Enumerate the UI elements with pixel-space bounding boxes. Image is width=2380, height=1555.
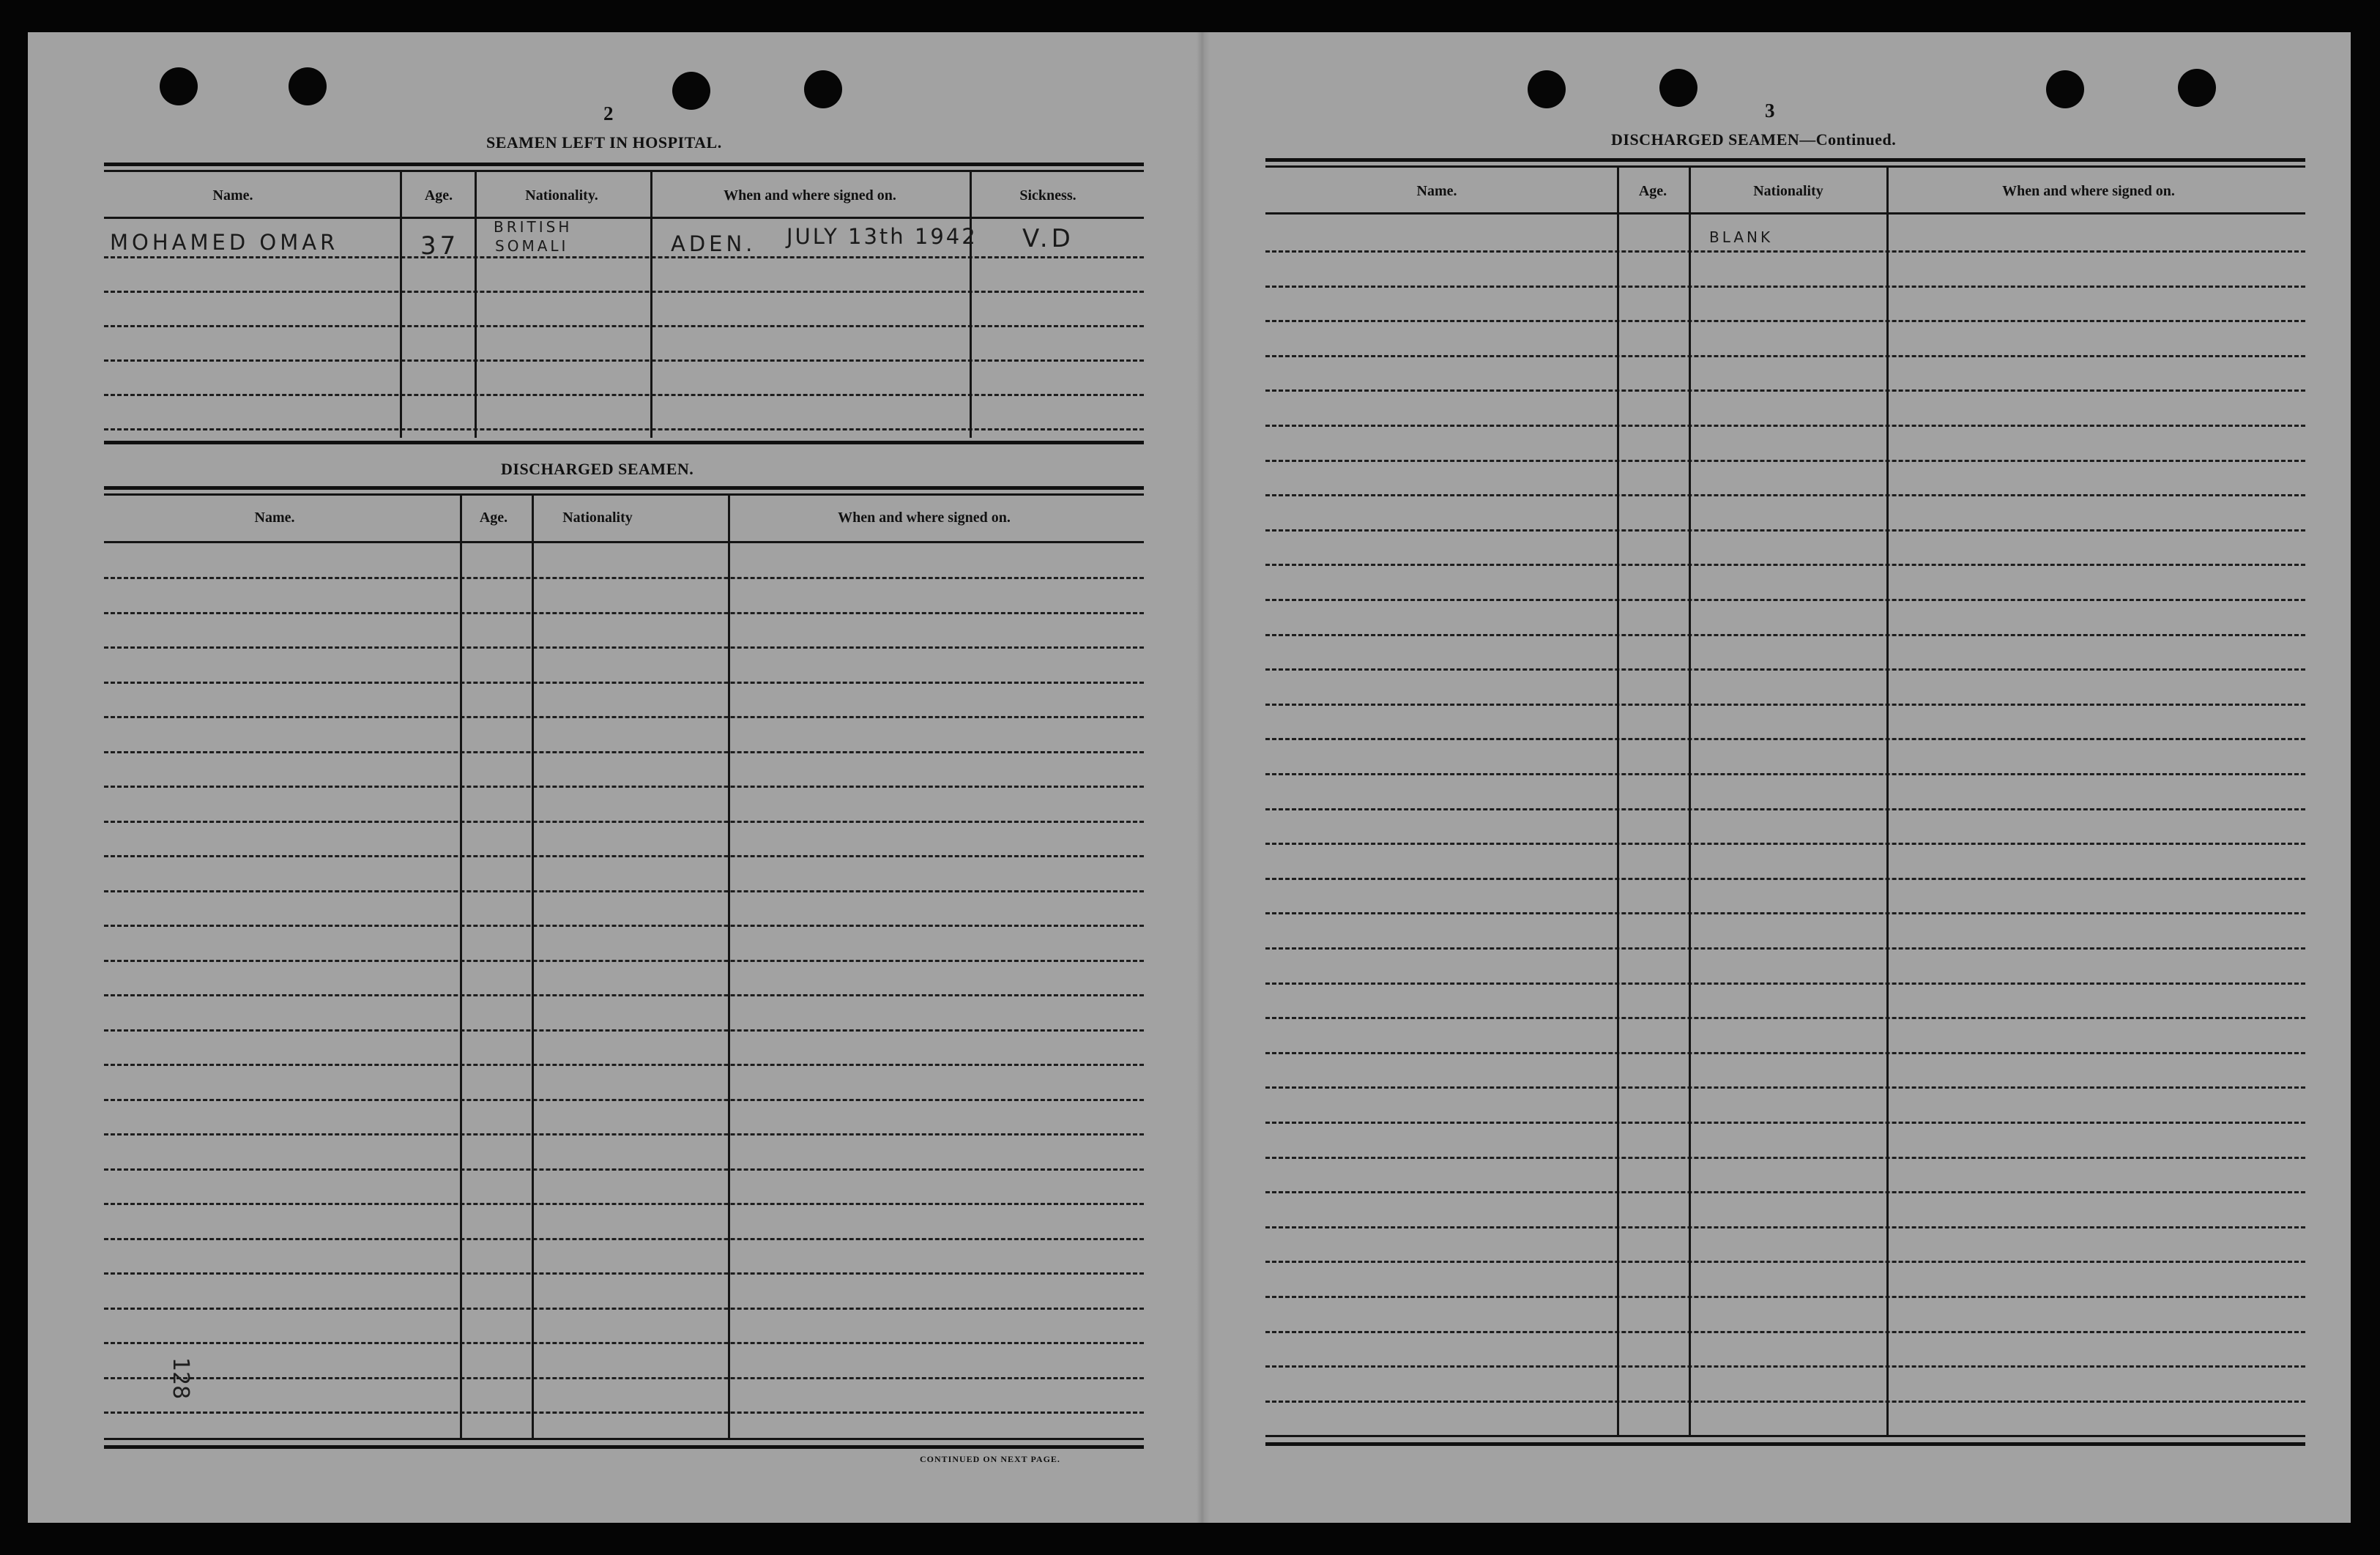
ruled-line xyxy=(104,1168,1144,1171)
ruled-line xyxy=(1265,494,2305,496)
ruled-line xyxy=(1265,878,2305,880)
column-header-signed-on: When and where signed on. xyxy=(2002,183,2175,199)
punch-hole xyxy=(804,70,842,108)
ruled-line xyxy=(1265,320,2305,322)
column-header-name: Name. xyxy=(254,510,295,526)
ruled-line xyxy=(104,682,1144,684)
punch-hole xyxy=(1659,69,1697,107)
ruled-line xyxy=(1265,1052,2305,1054)
column-divider xyxy=(475,170,477,438)
seaman-nationality-line2: SOMALI xyxy=(495,237,569,255)
ruled-line xyxy=(104,394,1144,396)
sickness-value: V.D xyxy=(1022,224,1074,253)
margin-note: 128 xyxy=(168,1357,193,1400)
ruled-line xyxy=(104,821,1144,823)
ruled-line xyxy=(1265,599,2305,601)
ruled-line xyxy=(1265,355,2305,357)
ruled-line xyxy=(1265,668,2305,671)
ruled-line xyxy=(104,1342,1144,1344)
ruled-line xyxy=(104,751,1144,753)
ruled-line xyxy=(104,960,1144,962)
ruled-line xyxy=(104,855,1144,857)
punch-hole xyxy=(672,72,710,110)
ruled-line xyxy=(1265,808,2305,810)
ruled-line xyxy=(1265,1401,2305,1403)
ruled-line xyxy=(1265,1226,2305,1228)
column-divider xyxy=(650,170,652,438)
ruled-line xyxy=(104,1064,1144,1066)
ruled-line xyxy=(104,325,1144,327)
ruled-line xyxy=(1265,773,2305,775)
hospital-section-title: SEAMEN LEFT IN HOSPITAL. xyxy=(486,133,722,152)
ruled-line xyxy=(1265,843,2305,845)
punch-hole xyxy=(2178,69,2216,107)
ruled-line xyxy=(104,1029,1144,1032)
signed-on-place: ADEN. xyxy=(671,231,756,256)
continued-note: CONTINUED ON NEXT PAGE. xyxy=(920,1454,1060,1464)
ruled-line xyxy=(104,646,1144,649)
seaman-age: 37 xyxy=(420,231,460,261)
page-number: 2 xyxy=(603,102,614,124)
ruled-line xyxy=(1265,982,2305,985)
ruled-line xyxy=(1265,250,2305,253)
ruled-line xyxy=(104,1203,1144,1205)
ruled-line xyxy=(104,428,1144,430)
column-header-signed-on: When and where signed on. xyxy=(838,510,1011,526)
ruled-line xyxy=(104,577,1144,579)
ruled-line xyxy=(104,256,1144,258)
column-header-name: Name. xyxy=(1416,183,1457,199)
ruled-line xyxy=(104,291,1144,293)
page-fold xyxy=(1197,32,1210,1523)
ruled-line xyxy=(104,1272,1144,1275)
ruled-line xyxy=(1265,704,2305,706)
document-sheet xyxy=(28,32,2351,1523)
discharged-continued-title: DISCHARGED SEAMEN—Continued. xyxy=(1611,130,1897,149)
ruled-line xyxy=(1265,1261,2305,1263)
column-divider xyxy=(400,170,402,438)
discharged-section-title: DISCHARGED SEAMEN. xyxy=(501,460,694,478)
entry-nationality: BLANK xyxy=(1709,228,1774,246)
ruled-line xyxy=(1265,912,2305,914)
column-divider xyxy=(1617,165,1619,1435)
ruled-line xyxy=(104,925,1144,927)
column-divider xyxy=(728,493,730,1438)
ruled-line xyxy=(1265,1086,2305,1089)
ruled-line xyxy=(104,1099,1144,1101)
column-divider xyxy=(532,493,534,1438)
ruled-line xyxy=(104,612,1144,614)
ruled-line xyxy=(104,994,1144,996)
column-header-nationality: Nationality. xyxy=(525,187,598,204)
ruled-line xyxy=(1265,564,2305,566)
ruled-line xyxy=(1265,460,2305,462)
ruled-line xyxy=(104,890,1144,892)
ruled-line xyxy=(1265,947,2305,950)
ruled-line xyxy=(1265,1157,2305,1159)
signed-on-date: JULY 13th 1942 xyxy=(786,224,978,249)
punch-hole xyxy=(2046,70,2084,108)
column-divider xyxy=(1689,165,1691,1435)
ruled-line xyxy=(104,1377,1144,1379)
ruled-line xyxy=(1265,738,2305,740)
seaman-name: MOHAMED OMAR xyxy=(110,230,339,255)
column-divider xyxy=(1886,165,1889,1435)
ruled-line xyxy=(1265,389,2305,392)
ruled-line xyxy=(104,786,1144,788)
seaman-nationality-line1: BRITISH xyxy=(494,218,573,236)
ruled-line xyxy=(1265,634,2305,636)
column-header-name: Name. xyxy=(212,187,253,204)
column-header-age: Age. xyxy=(479,510,508,526)
column-header-signed-on: When and where signed on. xyxy=(724,187,896,204)
ruled-line xyxy=(104,1238,1144,1240)
column-header-nationality: Nationality xyxy=(1753,183,1823,199)
punch-hole xyxy=(289,67,327,105)
column-header-nationality: Nationality xyxy=(562,510,633,526)
page-number: 3 xyxy=(1765,100,1775,122)
column-divider xyxy=(460,493,462,1438)
ruled-line xyxy=(104,716,1144,718)
ruled-line xyxy=(104,1133,1144,1136)
ruled-line xyxy=(1265,1331,2305,1333)
column-header-age: Age. xyxy=(1638,183,1667,199)
column-header-age: Age. xyxy=(424,187,453,204)
ruled-line xyxy=(104,1308,1144,1310)
ruled-line xyxy=(1265,1296,2305,1298)
ruled-line xyxy=(1265,425,2305,427)
ruled-line xyxy=(1265,1191,2305,1193)
column-header-sickness: Sickness. xyxy=(1019,187,1076,204)
column-divider xyxy=(970,170,972,438)
ruled-line xyxy=(1265,1017,2305,1019)
ruled-line xyxy=(1265,1365,2305,1368)
ruled-line xyxy=(1265,286,2305,288)
punch-hole xyxy=(160,67,198,105)
punch-hole xyxy=(1528,70,1566,108)
ruled-line xyxy=(104,359,1144,362)
ruled-line xyxy=(1265,1122,2305,1124)
ruled-line xyxy=(1265,529,2305,532)
ruled-line xyxy=(104,1412,1144,1414)
